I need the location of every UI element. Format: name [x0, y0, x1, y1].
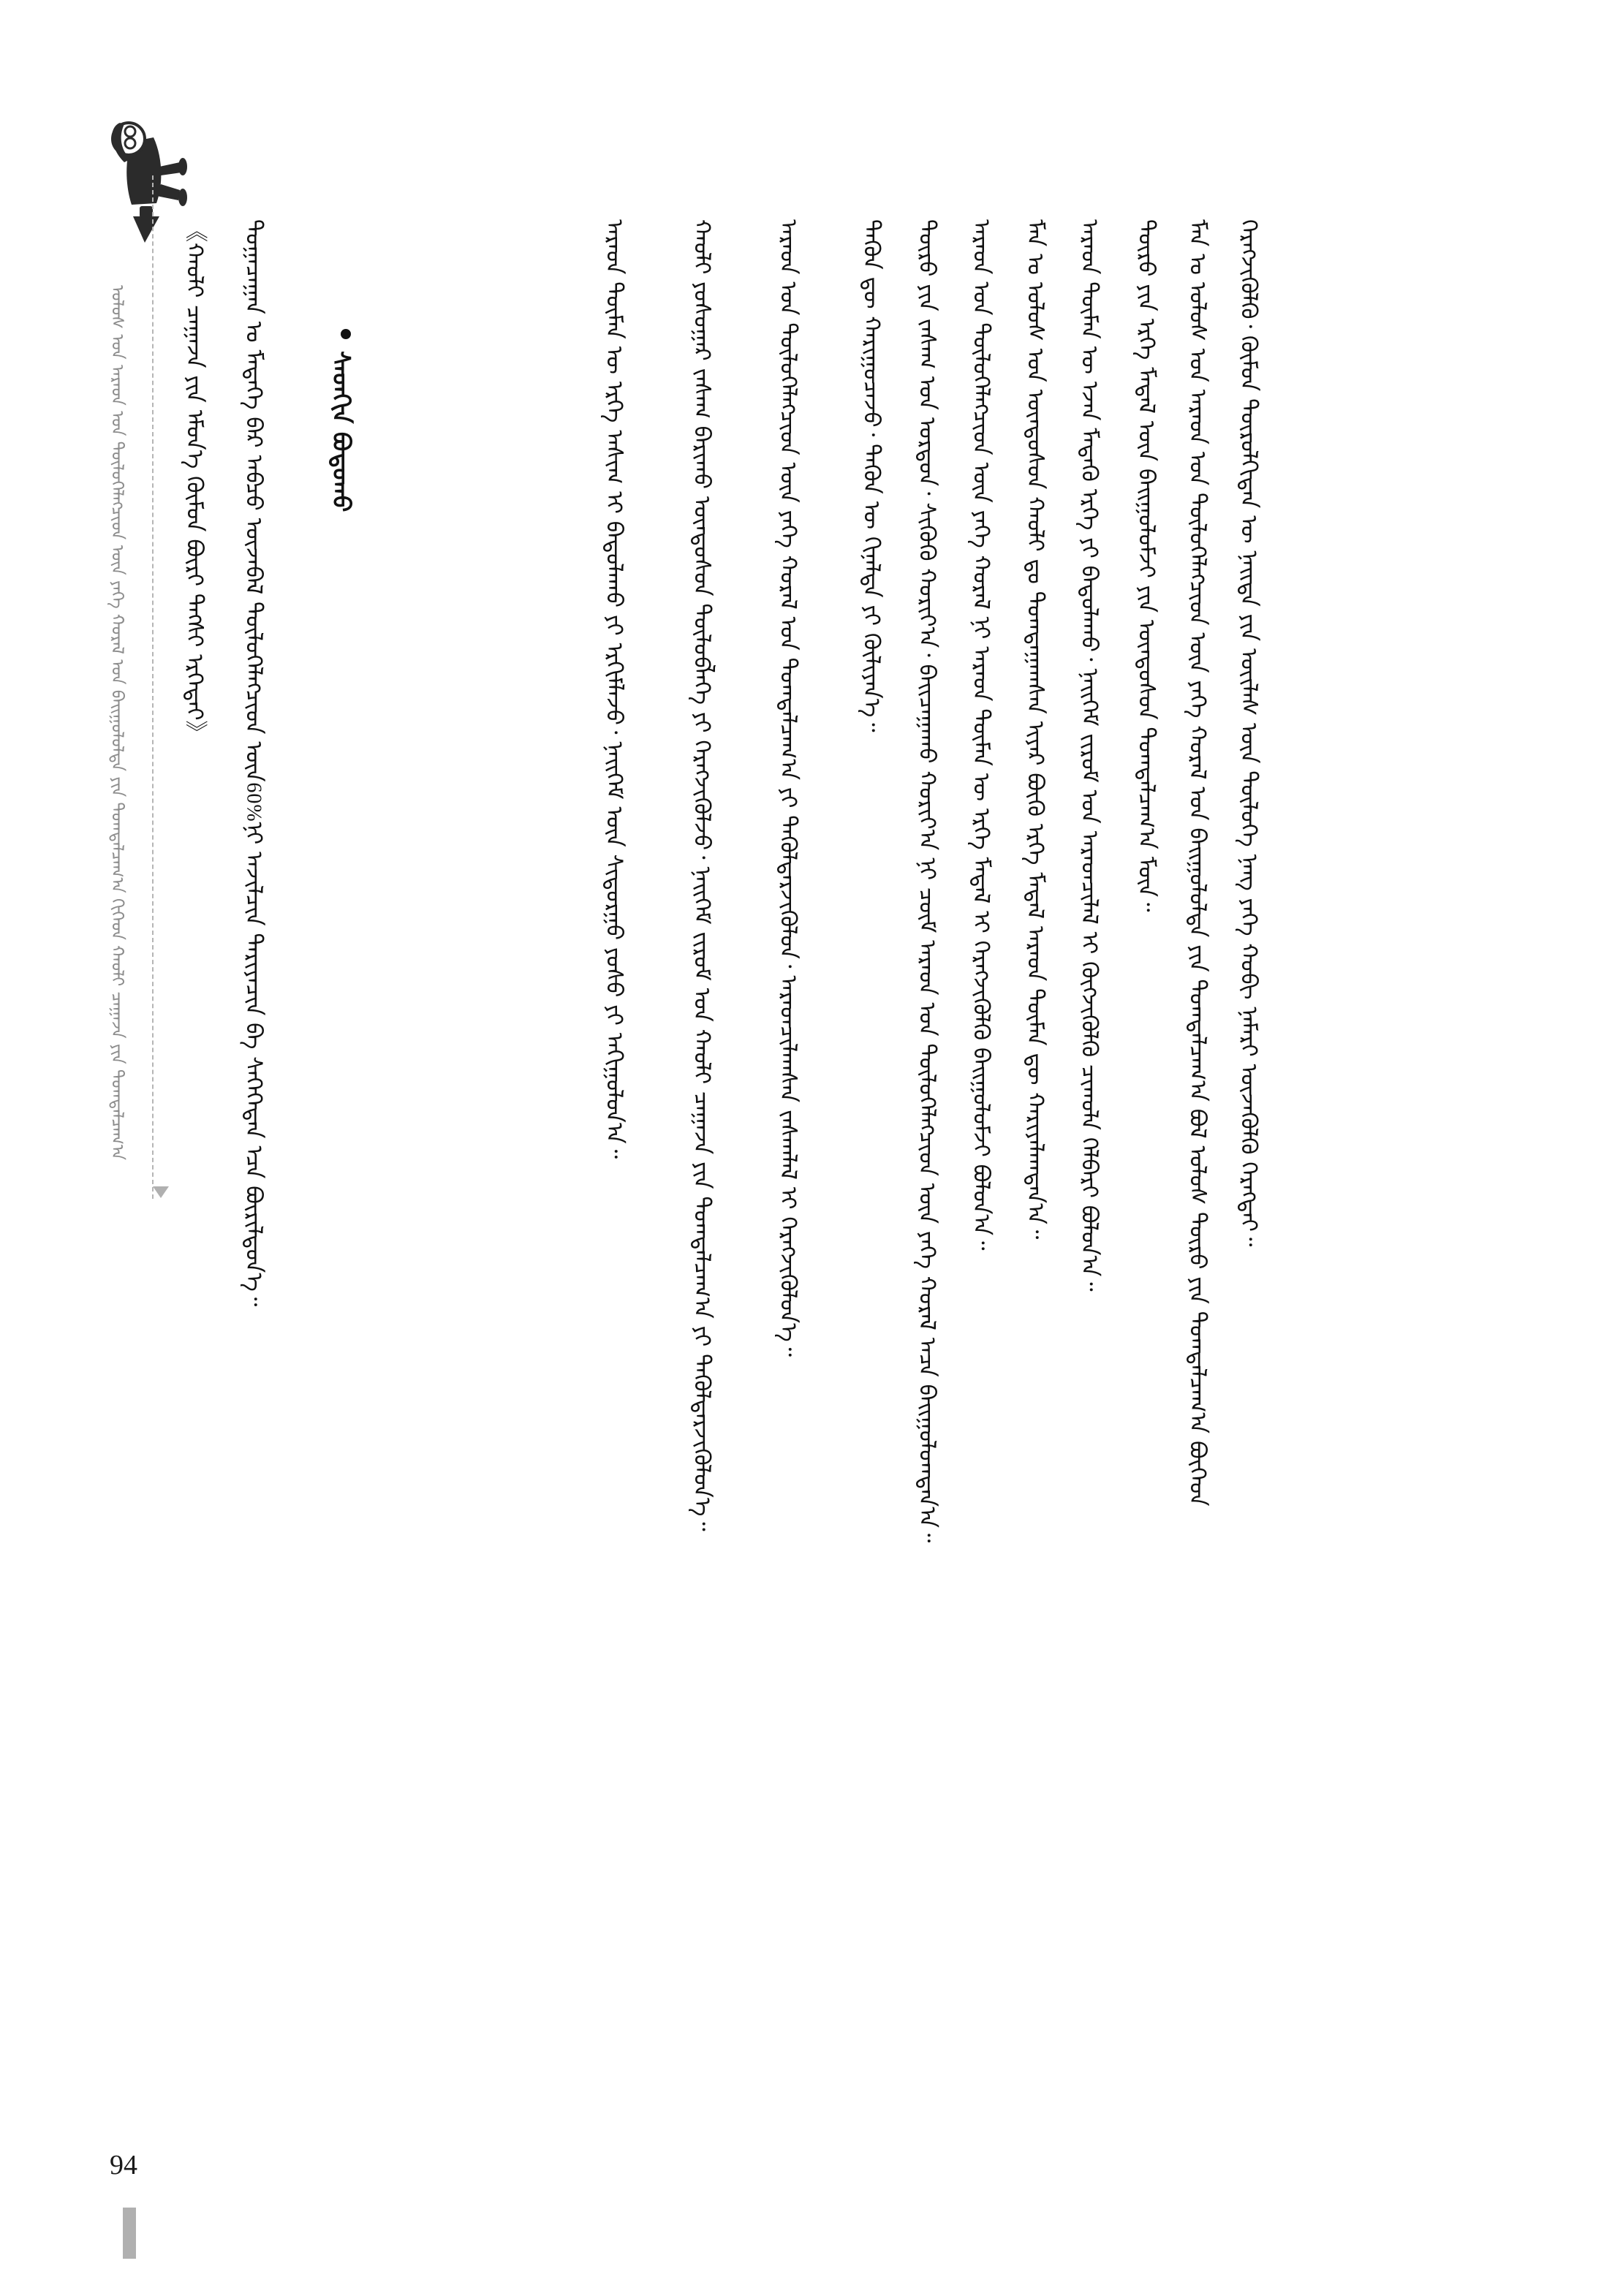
percentage-value: 60% — [242, 781, 265, 822]
paragraph-column: ᠬᠠᠤᠯᠢ ᠶᠣᠰᠣᠭᠠᠷ ᠵᠠᠰᠠᠭ ᠪᠠᠷᠢᠬᠤ ᠦᠨᠳᠦᠰᠦᠨ ᠲᠥᠯᠦᠪᠯᠡᠭᠡ ᠶᠢ ᠬᠡᠷᠡᠭᠵᠢᠭᠦᠯᠵᠦ᠂ ᠨᠡᠢᠭᠡᠮ ᠵᠢᠷᠤᠮ ᠤᠨ ᠬᠠᠤᠯᠢ ᠴᠠᠭᠠᠵᠠ ᠶᠢᠨ ᠲᠣᠭᠲᠠᠯᠴᠠᠭ᠎ᠠ ᠶᠢ ᠲᠡᠭᠦᠯᠳᠡᠷᠵᠢᠭᠦᠯᠦᠨ᠎ᠡ᠃ — [688, 219, 715, 1531]
paragraph-column: ᠲᠡᠭᠦᠨ ᠳᠦ ᠬᠠᠷᠢᠭᠤᠴᠠᠵᠤ᠂ ᠲᠡᠭᠦᠨ ᠦ ᠬᠢᠨᠠᠯᠲᠠ ᠶᠢ ᠬᠦᠯᠢᠶᠡᠨ᠎ᠡ᠃ — [858, 219, 885, 732]
paragraph-column: ᠠᠷᠠᠳ ᠲᠦᠮᠡᠨ ᠦ ᠡᠷᠬᠡ ᠠᠰᠢᠭ ᠢ ᠪᠠᠲᠤᠯᠠᠬᠤ ᠶᠢ ᠡᠷᠬᠢᠮᠯᠡᠵᠦ᠂ ᠨᠡᠢᠭᠡᠮ ᠦᠨ ᠰᠢᠳᠤᠷᠭᠤ ᠶᠣᠰᠣ ᠶᠢ ᠠᠬᠢᠭᠤᠯᠤᠨ᠎ᠠ᠃ — [600, 219, 627, 1159]
paragraph-column: ᠠᠷᠠᠳ ᠤᠨ ᠲᠥᠯᠥᠭᠡᠯᠡᠭᠴᠢᠳ ᠦᠨ ᠶᠡᠬᠡ ᠬᠤᠷᠠᠯ ᠤᠨ ᠲᠣᠭᠲᠠᠯᠴᠠᠭ᠎ᠠ ᠶᠢ ᠲᠡᠭᠦᠯᠳᠡᠷᠵᠢᠭᠦᠯᠦᠨ᠂ ᠠᠷᠠᠳᠴᠢᠯᠠᠭᠰᠠᠨ ᠵᠠᠰᠠᠭᠯᠠᠯ ᠢ ᠬᠡᠷᠡᠭᠵᠢᠭᠦᠯᠦᠨ᠎ᠡ᠃ — [774, 219, 801, 1357]
paragraph-text-part-2: ᠨᠢ ᠠᠵᠢᠯᠴᠢᠨ ᠲᠠᠷᠢᠶᠠᠴᠢᠨ ᠪᠠ ᠰᠡᠬᠡᠭᠡᠲᠡᠨ ᠡᠴᠡ ᠪᠦᠷᠢᠯᠳᠦᠨ᠎ᠡ᠃ — [241, 814, 268, 1307]
paragraph-column: ᠲᠥᠷᠥ ᠶᠢᠨ ᠡᠷᠬᠡ ᠮᠡᠳᠡᠯ ᠦᠨ ᠪᠠᠢᠭᠤᠯᠤᠮᠵᠢ ᠶᠢᠨ ᠦᠨᠳᠦᠰᠦᠨ ᠲᠣᠭᠲᠠᠯᠴᠠᠭ᠎ᠠ ᠮᠥᠨ᠃ — [1132, 219, 1159, 912]
paragraph-column — [234, 219, 273, 2017]
triangle-right-icon — [153, 1186, 169, 1198]
page-marker-bar — [123, 2208, 136, 2259]
paragraph-column: ᠠᠷᠠᠳ ᠤᠨ ᠲᠥᠯᠥᠭᠡᠯᠡᠭᠴᠢᠳ ᠦᠨ ᠶᠡᠬᠡ ᠬᠤᠷᠠᠯ ᠨᠢ ᠠᠷᠠᠳ ᠲᠦᠮᠡᠨ ᠦ ᠡᠷᠬᠡ ᠮᠡᠳᠡᠯ ᠢ ᠬᠡᠷᠡᠭᠵᠢᠭᠦᠯᠬᠦ ᠪᠠᠢᠭᠤᠯᠤᠮᠵᠢ ᠪᠣᠯᠤᠨ᠎ᠠ᠃ — [967, 219, 994, 1251]
page-number: 94 — [110, 2150, 137, 2181]
bullet-marker — [341, 329, 351, 339]
section-heading: ᠰᠡᠳᠬᠢᠨ ᠪᠣᠳᠣᠬᠤ — [327, 351, 356, 512]
paragraph-column: ᠮᠠᠨ ᠤ ᠤᠯᠤᠰ ᠤᠨ ᠦᠨᠳᠦᠰᠦᠨ ᠬᠠᠤᠯᠢ ᠳᠤ ᠲᠣᠭᠲᠠᠭᠠᠭᠰᠠᠨ ᠢᠶᠠᠷ ᠪᠦᠬᠦ ᠡᠷᠬᠡ ᠮᠡᠳᠡᠯ ᠠᠷᠠᠳ ᠲᠦᠮᠡᠨ ᠳᠦ ᠬᠠᠷᠢᠶᠠᠯᠠᠭᠳᠠᠨ᠎ᠠ᠃ — [1021, 219, 1048, 1240]
paragraph-column: ᠮᠠᠨ ᠤ ᠤᠯᠤᠰ ᠤᠨ ᠠᠷᠠᠳ ᠤᠨ ᠲᠥᠯᠥᠭᠡᠯᠡᠭᠴᠢᠳ ᠦᠨ ᠶᠡᠬᠡ ᠬᠤᠷᠠᠯ ᠤᠨ ᠪᠠᠢᠭᠤᠯᠤᠯᠲᠠ ᠶᠢᠨ ᠲᠣᠭᠲᠠᠯᠴᠠᠭ᠎ᠠ ᠪᠣᠯ ᠤᠯᠤᠰ ᠲᠥᠷᠥ ᠶᠢᠨ ᠲᠣᠭᠲᠠᠯᠴᠠᠭ᠎ᠠ ᠪᠥᠭᠡᠳ — [1184, 219, 1211, 1507]
header-divider — [152, 175, 154, 1199]
paragraph-column: ᠠᠷᠠᠳ ᠲᠦᠮᠡᠨ ᠦ ᠡᠵᠡᠨ ᠮᠡᠳᠡᠬᠦ ᠡᠷᠬᠡ ᠶᠢ ᠪᠠᠲᠤᠯᠠᠬᠤ᠂ ᠨᠡᠢᠭᠡᠮ ᠵᠢᠷᠤᠮ ᠤᠨ ᠠᠷᠠᠳᠴᠢᠯᠠᠯ ᠢ ᠬᠥᠭᠵᠢᠭᠦᠯᠬᠦ ᠴᠢᠬᠤᠯᠠ ᠬᠡᠯᠪᠡᠷᠢ ᠪᠣᠯᠤᠨ᠎ᠠ᠃ — [1075, 219, 1102, 1292]
paragraph-text-part-1: ᠲᠣᠭᠠᠴᠠᠭᠠᠨ ᠤ ᠮᠡᠳᠡᠭᠡ ᠪᠡᠷ ᠠᠪᠴᠤ ᠦᠵᠡᠪᠡᠯ ᠲᠥᠯᠥᠭᠡᠯᠡᠭᠴᠢᠳ ᠦᠨ — [241, 219, 268, 789]
paragraph-column: ᠲᠥᠷᠥ ᠶᠢᠨ ᠵᠠᠰᠠᠭ ᠤᠨ ᠣᠷᠳᠣᠨ᠂ ᠰᠢᠭᠦᠬᠦ ᠬᠣᠷᠢᠶ᠎ᠠ᠂ ᠪᠠᠢᠴᠠᠭᠠᠬᠤ ᠬᠣᠷᠢᠶ᠎ᠠ ᠨᠢ ᠴᠥᠮ ᠠᠷᠠᠳ ᠤᠨ ᠲᠥᠯᠥᠭᠡᠯᠡᠭᠴᠢᠳ ᠦᠨ ᠶᠡᠬᠡ ᠬᠤᠷᠠᠯ ᠠᠴᠠ ᠪᠠᠢᠭᠤᠯᠤᠭᠳᠠᠨ᠎ᠠ᠃ — [913, 219, 940, 1543]
paragraph-column: ᠬᠡᠷᠡᠭᠵᠢᠭᠦᠯᠬᠦ᠂ ᠬᠥᠮᠦᠨ ᠲᠥᠷᠥᠯᠬᠢᠲᠡᠨ ᠦ ᠨᠡᠢᠲᠡ ᠶᠢᠨ ᠦᠢᠯᠡᠰ ᠦᠨ ᠲᠥᠯᠥᠭᠡ ᠨᠡᠩ ᠶᠡᠬᠡ ᠬᠤᠪᠢ ᠨᠡᠮᠡᠷᠢ ᠦᠵᠡᠭᠦᠯᠬᠦ ᠬᠡᠷᠡᠭᠲᠡᠢ᠃ — [1235, 219, 1262, 1247]
running-header: ᠤᠯᠤᠰ ᠤᠨ ᠠᠷᠠᠳ ᠤᠨ ᠲᠥᠯᠥᠭᠡᠯᠡᠭᠴᠢᠳ ᠦᠨ ᠶᠡᠬᠡ ᠬᠤᠷᠠᠯ ᠤᠨ ᠪᠠᠢᠭᠤᠯᠤᠯᠲᠠ ᠶᠢᠨ ᠲᠣᠭᠲᠠᠯᠴᠠᠭ᠎ᠠ ᠬᠢᠭᠡᠳ ᠬᠠᠤᠯᠢ ᠴᠠᠭᠠᠵᠠ ᠶᠢᠨ ᠲᠣᠭᠲᠠᠯᠴᠠᠭ᠎ᠠ — [107, 285, 126, 1161]
quote-column: 《ᠬᠠᠤᠯᠢ ᠴᠠᠭᠠᠵᠠ ᠶᠢᠨ ᠡᠮᠦᠨ᠎ᠡ ᠬᠦᠮᠦᠨ ᠪᠦᠷᠢ ᠲᠡᠭᠰᠢ ᠡᠷᠬᠡᠲᠡᠢ》 — [181, 219, 208, 744]
